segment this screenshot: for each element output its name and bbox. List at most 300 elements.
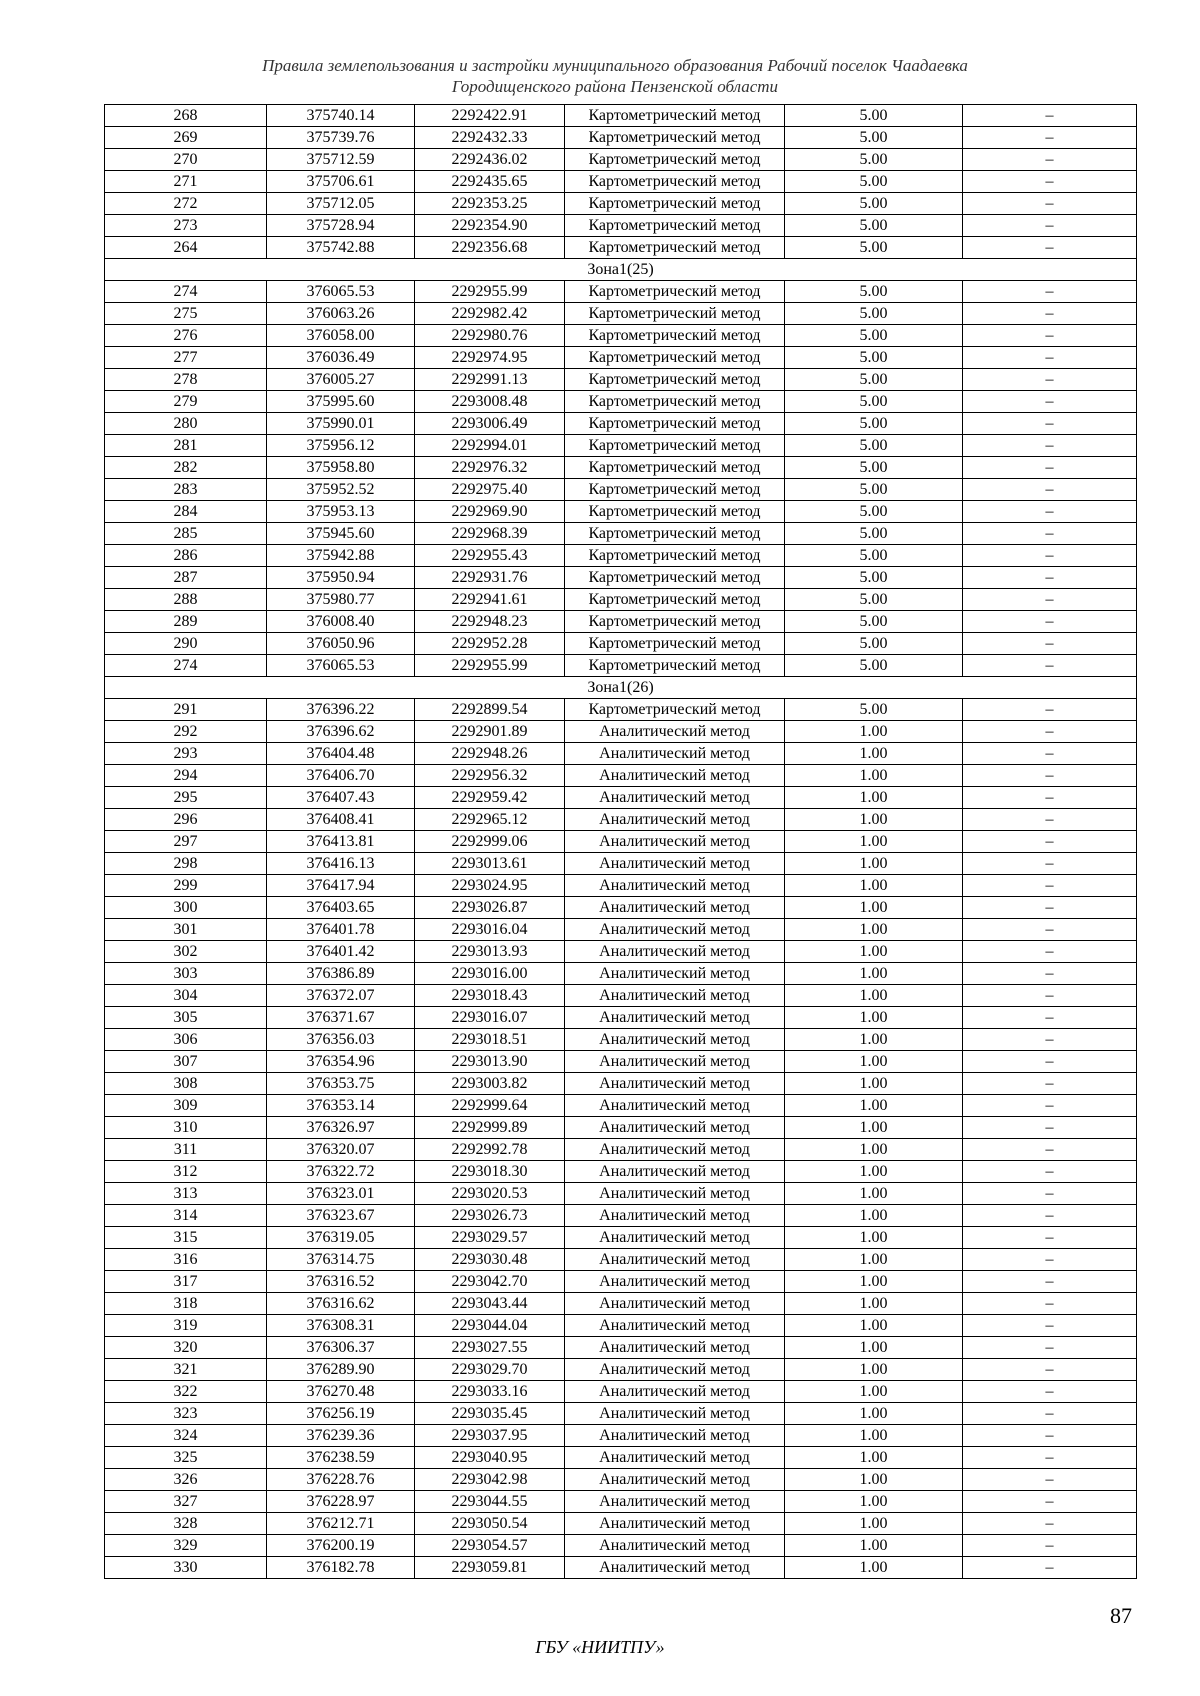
accuracy-cell: 5.00 (785, 479, 963, 501)
point-number-cell: 289 (105, 611, 267, 633)
x-coordinate-cell: 376320.07 (267, 1139, 415, 1161)
zone-heading: Зона1(25) (105, 259, 1137, 281)
method-cell: Аналитический метод (565, 1557, 785, 1579)
accuracy-cell: 5.00 (785, 127, 963, 149)
accuracy-cell: 5.00 (785, 567, 963, 589)
accuracy-cell: 1.00 (785, 1381, 963, 1403)
table-row (105, 1491, 1137, 1513)
table-row (105, 1007, 1137, 1029)
description-cell: – (963, 127, 1137, 149)
x-coordinate-cell: 376413.81 (267, 831, 415, 853)
y-coordinate-cell: 2292991.13 (415, 369, 565, 391)
table-row (105, 303, 1137, 325)
table-row (105, 567, 1137, 589)
description-cell: – (963, 171, 1137, 193)
y-coordinate-cell: 2292901.89 (415, 721, 565, 743)
accuracy-cell: 1.00 (785, 897, 963, 919)
y-coordinate-cell: 2292982.42 (415, 303, 565, 325)
description-cell: – (963, 193, 1137, 215)
y-coordinate-cell: 2292356.68 (415, 237, 565, 259)
x-coordinate-cell: 375728.94 (267, 215, 415, 237)
point-number-cell: 323 (105, 1403, 267, 1425)
table-row (105, 765, 1137, 787)
accuracy-cell: 1.00 (785, 1183, 963, 1205)
point-number-cell: 292 (105, 721, 267, 743)
description-cell: – (963, 435, 1137, 457)
method-cell: Картометрический метод (565, 413, 785, 435)
accuracy-cell: 5.00 (785, 633, 963, 655)
y-coordinate-cell: 2293013.61 (415, 853, 565, 875)
point-number-cell: 286 (105, 545, 267, 567)
accuracy-cell: 5.00 (785, 391, 963, 413)
accuracy-cell: 5.00 (785, 589, 963, 611)
y-coordinate-cell: 2292992.78 (415, 1139, 565, 1161)
point-number-cell: 305 (105, 1007, 267, 1029)
x-coordinate-cell: 375739.76 (267, 127, 415, 149)
table-row (105, 743, 1137, 765)
description-cell: – (963, 1271, 1137, 1293)
x-coordinate-cell: 376323.67 (267, 1205, 415, 1227)
description-cell: – (963, 919, 1137, 941)
table-row (105, 897, 1137, 919)
point-number-cell: 285 (105, 523, 267, 545)
point-number-cell: 306 (105, 1029, 267, 1051)
method-cell: Аналитический метод (565, 765, 785, 787)
table-row (105, 1359, 1137, 1381)
x-coordinate-cell: 376212.71 (267, 1513, 415, 1535)
point-number-cell: 269 (105, 127, 267, 149)
x-coordinate-cell: 376401.42 (267, 941, 415, 963)
x-coordinate-cell: 376270.48 (267, 1381, 415, 1403)
accuracy-cell: 1.00 (785, 787, 963, 809)
accuracy-cell: 5.00 (785, 501, 963, 523)
method-cell: Аналитический метод (565, 1337, 785, 1359)
table-row (105, 413, 1137, 435)
accuracy-cell: 5.00 (785, 105, 963, 127)
description-cell: – (963, 721, 1137, 743)
y-coordinate-cell: 2292999.06 (415, 831, 565, 853)
y-coordinate-cell: 2293006.49 (415, 413, 565, 435)
point-number-cell: 274 (105, 655, 267, 677)
y-coordinate-cell: 2292956.32 (415, 765, 565, 787)
accuracy-cell: 1.00 (785, 1249, 963, 1271)
method-cell: Картометрический метод (565, 391, 785, 413)
x-coordinate-cell: 375950.94 (267, 567, 415, 589)
description-cell: – (963, 1073, 1137, 1095)
method-cell: Аналитический метод (565, 941, 785, 963)
method-cell: Аналитический метод (565, 1425, 785, 1447)
y-coordinate-cell: 2293029.57 (415, 1227, 565, 1249)
y-coordinate-cell: 2292436.02 (415, 149, 565, 171)
method-cell: Аналитический метод (565, 1073, 785, 1095)
table-row (105, 1513, 1137, 1535)
method-cell: Картометрический метод (565, 501, 785, 523)
zone-heading-row (105, 259, 1137, 281)
table-row (105, 325, 1137, 347)
y-coordinate-cell: 2292899.54 (415, 699, 565, 721)
accuracy-cell: 5.00 (785, 347, 963, 369)
point-number-cell: 299 (105, 875, 267, 897)
method-cell: Аналитический метод (565, 1183, 785, 1205)
x-coordinate-cell: 376354.96 (267, 1051, 415, 1073)
point-number-cell: 324 (105, 1425, 267, 1447)
x-coordinate-cell: 376306.37 (267, 1337, 415, 1359)
x-coordinate-cell: 376407.43 (267, 787, 415, 809)
table-row (105, 1095, 1137, 1117)
description-cell: – (963, 655, 1137, 677)
y-coordinate-cell: 2293042.98 (415, 1469, 565, 1491)
point-number-cell: 274 (105, 281, 267, 303)
y-coordinate-cell: 2292948.23 (415, 611, 565, 633)
point-number-cell: 287 (105, 567, 267, 589)
description-cell: – (963, 985, 1137, 1007)
point-number-cell: 296 (105, 809, 267, 831)
x-coordinate-cell: 376356.03 (267, 1029, 415, 1051)
method-cell: Аналитический метод (565, 1315, 785, 1337)
description-cell: – (963, 545, 1137, 567)
accuracy-cell: 1.00 (785, 1095, 963, 1117)
table-row (105, 479, 1137, 501)
method-cell: Картометрический метод (565, 105, 785, 127)
x-coordinate-cell: 376308.31 (267, 1315, 415, 1337)
y-coordinate-cell: 2293024.95 (415, 875, 565, 897)
x-coordinate-cell: 376239.36 (267, 1425, 415, 1447)
x-coordinate-cell: 376036.49 (267, 347, 415, 369)
method-cell: Аналитический метод (565, 1535, 785, 1557)
accuracy-cell: 1.00 (785, 963, 963, 985)
accuracy-cell: 5.00 (785, 369, 963, 391)
x-coordinate-cell: 376050.96 (267, 633, 415, 655)
point-number-cell: 300 (105, 897, 267, 919)
table-row (105, 369, 1137, 391)
point-number-cell: 283 (105, 479, 267, 501)
y-coordinate-cell: 2293018.43 (415, 985, 565, 1007)
y-coordinate-cell: 2293035.45 (415, 1403, 565, 1425)
accuracy-cell: 1.00 (785, 743, 963, 765)
accuracy-cell: 1.00 (785, 1117, 963, 1139)
y-coordinate-cell: 2293059.81 (415, 1557, 565, 1579)
description-cell: – (963, 237, 1137, 259)
y-coordinate-cell: 2293042.70 (415, 1271, 565, 1293)
x-coordinate-cell: 375953.13 (267, 501, 415, 523)
description-cell: – (963, 633, 1137, 655)
table-row (105, 589, 1137, 611)
accuracy-cell: 5.00 (785, 193, 963, 215)
description-cell: – (963, 347, 1137, 369)
method-cell: Аналитический метод (565, 1469, 785, 1491)
description-cell: – (963, 1359, 1137, 1381)
table-row (105, 941, 1137, 963)
method-cell: Аналитический метод (565, 1293, 785, 1315)
description-cell: – (963, 303, 1137, 325)
running-header (100, 55, 1130, 97)
table-row (105, 105, 1137, 127)
x-coordinate-cell: 375712.59 (267, 149, 415, 171)
y-coordinate-cell: 2293016.07 (415, 1007, 565, 1029)
description-cell: – (963, 611, 1137, 633)
point-number-cell: 288 (105, 589, 267, 611)
y-coordinate-cell: 2293050.54 (415, 1513, 565, 1535)
y-coordinate-cell: 2292959.42 (415, 787, 565, 809)
table-row (105, 281, 1137, 303)
point-number-cell: 264 (105, 237, 267, 259)
method-cell: Картометрический метод (565, 237, 785, 259)
y-coordinate-cell: 2292955.43 (415, 545, 565, 567)
description-cell: – (963, 1491, 1137, 1513)
description-cell: – (963, 1051, 1137, 1073)
method-cell: Аналитический метод (565, 831, 785, 853)
x-coordinate-cell: 376063.26 (267, 303, 415, 325)
table-row (105, 1073, 1137, 1095)
method-cell: Аналитический метод (565, 1447, 785, 1469)
y-coordinate-cell: 2293026.87 (415, 897, 565, 919)
y-coordinate-cell: 2293029.70 (415, 1359, 565, 1381)
header-line-1: Правила землепользования и застройки муниципального образования Рабочий поселок Чаадаевка (262, 56, 968, 75)
table-row (105, 1447, 1137, 1469)
x-coordinate-cell: 376404.48 (267, 743, 415, 765)
y-coordinate-cell: 2292952.28 (415, 633, 565, 655)
y-coordinate-cell: 2293040.95 (415, 1447, 565, 1469)
accuracy-cell: 1.00 (785, 765, 963, 787)
table-row (105, 1183, 1137, 1205)
x-coordinate-cell: 375712.05 (267, 193, 415, 215)
accuracy-cell: 1.00 (785, 1491, 963, 1513)
method-cell: Аналитический метод (565, 1205, 785, 1227)
accuracy-cell: 1.00 (785, 1557, 963, 1579)
table-row (105, 1425, 1137, 1447)
x-coordinate-cell: 375995.60 (267, 391, 415, 413)
description-cell: – (963, 1117, 1137, 1139)
table-row (105, 1293, 1137, 1315)
x-coordinate-cell: 376228.76 (267, 1469, 415, 1491)
method-cell: Картометрический метод (565, 193, 785, 215)
y-coordinate-cell: 2292354.90 (415, 215, 565, 237)
x-coordinate-cell: 376200.19 (267, 1535, 415, 1557)
header-line-2: Городищенского района Пензенской области (451, 77, 779, 96)
accuracy-cell: 5.00 (785, 413, 963, 435)
description-cell: – (963, 1183, 1137, 1205)
y-coordinate-cell: 2292435.65 (415, 171, 565, 193)
x-coordinate-cell: 375706.61 (267, 171, 415, 193)
method-cell: Картометрический метод (565, 325, 785, 347)
method-cell: Аналитический метод (565, 1491, 785, 1513)
method-cell: Картометрический метод (565, 655, 785, 677)
x-coordinate-cell: 376316.62 (267, 1293, 415, 1315)
accuracy-cell: 5.00 (785, 435, 963, 457)
y-coordinate-cell: 2292980.76 (415, 325, 565, 347)
accuracy-cell: 1.00 (785, 1007, 963, 1029)
point-number-cell: 326 (105, 1469, 267, 1491)
y-coordinate-cell: 2292969.90 (415, 501, 565, 523)
table-row (105, 809, 1137, 831)
method-cell: Картометрический метод (565, 523, 785, 545)
table-row (105, 919, 1137, 941)
accuracy-cell: 5.00 (785, 611, 963, 633)
x-coordinate-cell: 375990.01 (267, 413, 415, 435)
y-coordinate-cell: 2293013.90 (415, 1051, 565, 1073)
table-row (105, 1249, 1137, 1271)
point-number-cell: 329 (105, 1535, 267, 1557)
method-cell: Картометрический метод (565, 281, 785, 303)
y-coordinate-cell: 2293054.57 (415, 1535, 565, 1557)
x-coordinate-cell: 376406.70 (267, 765, 415, 787)
point-number-cell: 304 (105, 985, 267, 1007)
point-number-cell: 309 (105, 1095, 267, 1117)
description-cell: – (963, 1293, 1137, 1315)
accuracy-cell: 1.00 (785, 831, 963, 853)
x-coordinate-cell: 375740.14 (267, 105, 415, 127)
table-row (105, 1029, 1137, 1051)
accuracy-cell: 1.00 (785, 1293, 963, 1315)
method-cell: Аналитический метод (565, 1095, 785, 1117)
x-coordinate-cell: 376319.05 (267, 1227, 415, 1249)
method-cell: Аналитический метод (565, 1227, 785, 1249)
description-cell: – (963, 1029, 1137, 1051)
description-cell: – (963, 1205, 1137, 1227)
description-cell: – (963, 765, 1137, 787)
y-coordinate-cell: 2292941.61 (415, 589, 565, 611)
table-row (105, 787, 1137, 809)
point-number-cell: 327 (105, 1491, 267, 1513)
point-number-cell: 271 (105, 171, 267, 193)
description-cell: – (963, 1513, 1137, 1535)
table-row (105, 1315, 1137, 1337)
accuracy-cell: 5.00 (785, 171, 963, 193)
table-row (105, 1271, 1137, 1293)
y-coordinate-cell: 2292999.89 (415, 1117, 565, 1139)
method-cell: Аналитический метод (565, 787, 785, 809)
description-cell: – (963, 1095, 1137, 1117)
description-cell: – (963, 369, 1137, 391)
table-row (105, 1557, 1137, 1579)
point-number-cell: 328 (105, 1513, 267, 1535)
description-cell: – (963, 743, 1137, 765)
x-coordinate-cell: 376065.53 (267, 655, 415, 677)
description-cell: – (963, 457, 1137, 479)
method-cell: Картометрический метод (565, 633, 785, 655)
x-coordinate-cell: 376371.67 (267, 1007, 415, 1029)
y-coordinate-cell: 2292965.12 (415, 809, 565, 831)
y-coordinate-cell: 2293044.04 (415, 1315, 565, 1337)
table-row (105, 1227, 1137, 1249)
table-row (105, 963, 1137, 985)
point-number-cell: 294 (105, 765, 267, 787)
accuracy-cell: 1.00 (785, 1029, 963, 1051)
accuracy-cell: 5.00 (785, 699, 963, 721)
x-coordinate-cell: 376403.65 (267, 897, 415, 919)
point-number-cell: 308 (105, 1073, 267, 1095)
table-row (105, 1535, 1137, 1557)
description-cell: – (963, 1425, 1137, 1447)
x-coordinate-cell: 376322.72 (267, 1161, 415, 1183)
point-number-cell: 298 (105, 853, 267, 875)
description-cell: – (963, 1447, 1137, 1469)
method-cell: Аналитический метод (565, 1139, 785, 1161)
x-coordinate-cell: 376323.01 (267, 1183, 415, 1205)
table-row (105, 1051, 1137, 1073)
x-coordinate-cell: 376182.78 (267, 1557, 415, 1579)
point-number-cell: 268 (105, 105, 267, 127)
method-cell: Картометрический метод (565, 611, 785, 633)
accuracy-cell: 1.00 (785, 853, 963, 875)
y-coordinate-cell: 2293027.55 (415, 1337, 565, 1359)
accuracy-cell: 5.00 (785, 325, 963, 347)
accuracy-cell: 1.00 (785, 1513, 963, 1535)
method-cell: Картометрический метод (565, 589, 785, 611)
accuracy-cell: 5.00 (785, 655, 963, 677)
method-cell: Аналитический метод (565, 721, 785, 743)
x-coordinate-cell: 376396.62 (267, 721, 415, 743)
y-coordinate-cell: 2292353.25 (415, 193, 565, 215)
method-cell: Аналитический метод (565, 919, 785, 941)
method-cell: Картометрический метод (565, 699, 785, 721)
method-cell: Картометрический метод (565, 545, 785, 567)
point-number-cell: 270 (105, 149, 267, 171)
table-row (105, 1117, 1137, 1139)
table-row (105, 501, 1137, 523)
y-coordinate-cell: 2292931.76 (415, 567, 565, 589)
point-number-cell: 284 (105, 501, 267, 523)
y-coordinate-cell: 2293003.82 (415, 1073, 565, 1095)
description-cell: – (963, 1337, 1137, 1359)
y-coordinate-cell: 2292422.91 (415, 105, 565, 127)
description-cell: – (963, 567, 1137, 589)
method-cell: Аналитический метод (565, 1271, 785, 1293)
x-coordinate-cell: 375980.77 (267, 589, 415, 611)
point-number-cell: 291 (105, 699, 267, 721)
point-number-cell: 302 (105, 941, 267, 963)
page-number: 87 (1110, 1603, 1132, 1628)
description-cell: – (963, 963, 1137, 985)
point-number-cell: 318 (105, 1293, 267, 1315)
table-row (105, 721, 1137, 743)
y-coordinate-cell: 2293013.93 (415, 941, 565, 963)
method-cell: Картометрический метод (565, 567, 785, 589)
table-row (105, 1337, 1137, 1359)
x-coordinate-cell: 375958.80 (267, 457, 415, 479)
method-cell: Картометрический метод (565, 369, 785, 391)
method-cell: Аналитический метод (565, 1403, 785, 1425)
point-number-cell: 307 (105, 1051, 267, 1073)
description-cell: – (963, 589, 1137, 611)
x-coordinate-cell: 376386.89 (267, 963, 415, 985)
point-number-cell: 313 (105, 1183, 267, 1205)
method-cell: Аналитический метод (565, 1117, 785, 1139)
x-coordinate-cell: 376289.90 (267, 1359, 415, 1381)
x-coordinate-cell: 376408.41 (267, 809, 415, 831)
table-row (105, 853, 1137, 875)
y-coordinate-cell: 2292994.01 (415, 435, 565, 457)
description-cell: – (963, 391, 1137, 413)
x-coordinate-cell: 376314.75 (267, 1249, 415, 1271)
point-number-cell: 317 (105, 1271, 267, 1293)
coordinates-table-body (105, 105, 1137, 1579)
table-row (105, 875, 1137, 897)
description-cell: – (963, 479, 1137, 501)
x-coordinate-cell: 376396.22 (267, 699, 415, 721)
accuracy-cell: 1.00 (785, 1205, 963, 1227)
y-coordinate-cell: 2293016.00 (415, 963, 565, 985)
accuracy-cell: 1.00 (785, 919, 963, 941)
point-number-cell: 277 (105, 347, 267, 369)
description-cell: – (963, 281, 1137, 303)
point-number-cell: 281 (105, 435, 267, 457)
x-coordinate-cell: 376417.94 (267, 875, 415, 897)
accuracy-cell: 1.00 (785, 985, 963, 1007)
method-cell: Аналитический метод (565, 1381, 785, 1403)
method-cell: Картометрический метод (565, 457, 785, 479)
accuracy-cell: 1.00 (785, 1535, 963, 1557)
